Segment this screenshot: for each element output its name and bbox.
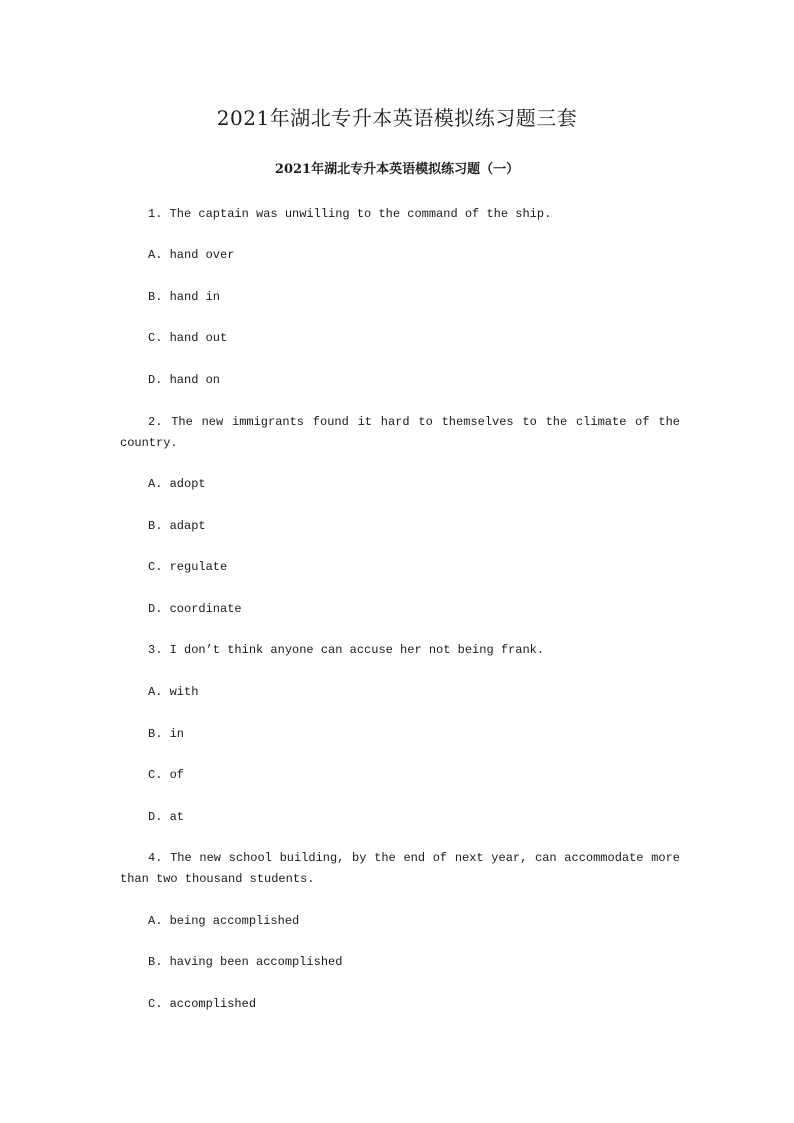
question-2-option-a: A. adopt bbox=[148, 477, 206, 491]
question-4-option-a: A. being accomplished bbox=[148, 914, 300, 928]
question-1-option-b: B. hand in bbox=[148, 290, 221, 304]
question-3-option-a: A. with bbox=[148, 685, 199, 699]
document-subtitle: 2021年湖北专升本英语模拟练习题（一） bbox=[274, 162, 520, 177]
question-3-option-c: C. of bbox=[148, 768, 185, 782]
question-3-option-b: B. in bbox=[148, 727, 185, 741]
question-4-stem: 4. The new school building, by the end of next year, can accommodate more than two thousand students. bbox=[120, 851, 680, 886]
document-title: 2021年湖北专升本英语模拟练习题三套 bbox=[216, 106, 578, 130]
question-1-option-d: D. hand on bbox=[148, 373, 221, 387]
question-2-option-d: D. coordinate bbox=[148, 602, 242, 616]
question-3-option-d: D. at bbox=[148, 810, 185, 824]
question-4-option-c: C. accomplished bbox=[148, 997, 257, 1011]
question-4-option-b: B. having been accomplished bbox=[148, 955, 343, 969]
question-1-stem: 1. The captain was unwilling to the command of the ship. bbox=[148, 207, 552, 221]
question-3-stem: 3. I don’t think anyone can accuse her not being frank. bbox=[148, 643, 545, 657]
question-2-option-c: C. regulate bbox=[148, 560, 228, 574]
question-2-stem: 2. The new immigrants found it hard to themselves to the climate of the country. bbox=[120, 415, 680, 450]
question-1-option-a: A. hand over bbox=[148, 248, 235, 262]
question-2-option-b: B. adapt bbox=[148, 519, 206, 533]
question-1-option-c: C. hand out bbox=[148, 331, 228, 345]
